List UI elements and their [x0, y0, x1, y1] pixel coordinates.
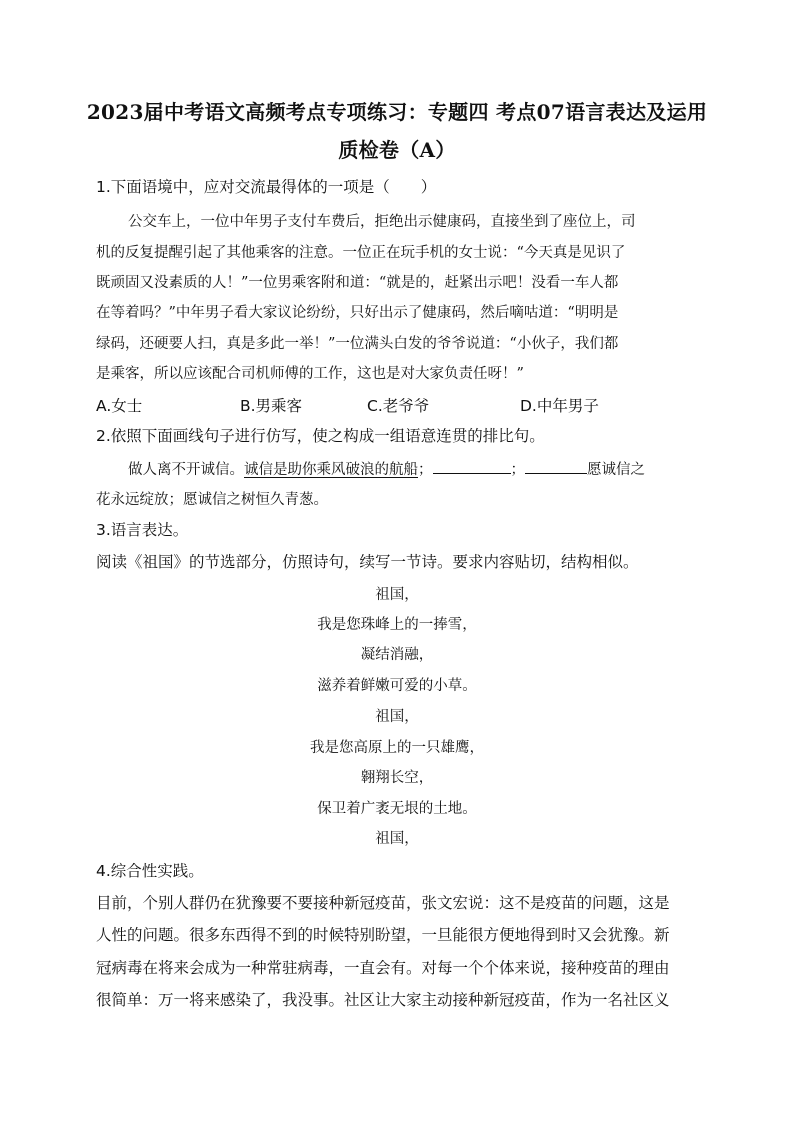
- q1-passage-line: 是乘客，所以应该配合司机师傅的工作，这也是对大家负责任呀！”: [96, 366, 524, 382]
- q4-text-line: 人性的问题。很多东西得不到的时候特别盼望，一旦能很方便地得到时又会犹豫。新: [96, 926, 670, 944]
- q4-text-line: 冠病毒在将来会成为一种常驻病毒，一直会有。对每一个个体来说，接种疫苗的理由: [96, 959, 670, 977]
- q1-passage-line: 公交车上，一位中年男子支付车费后，拒绝出示健康码，直接坐到了座位上，司: [128, 214, 636, 230]
- q2-sep2: ；: [510, 462, 525, 478]
- poem-line: 我是您高原上的一只雄鹰，: [310, 740, 484, 756]
- poem-line: 滋养着鲜嫩可爱的小草。: [317, 678, 477, 694]
- q4-text-line: 目前，个别人群仍在犹豫要不要接种新冠疫苗，张文宏说：这不是疫苗的问题，这是: [96, 894, 670, 912]
- q1-option-c: C.老爷爷: [367, 397, 430, 415]
- q2-underlined-sentence: 诚信是助你乘风破浪的航船: [244, 462, 418, 478]
- q3-instruction: 阅读《祖国》的节选部分，仿照诗句，续写一节诗。要求内容贴切，结构相似。: [96, 553, 639, 571]
- q1-option-a: A.女士: [96, 397, 143, 415]
- q1-passage-line: 机的反复提醒引起了其他乘客的注意。一位正在玩手机的女士说：“今天真是见识了: [96, 245, 626, 261]
- q2-line2: 花永远绽放；愿诚信之树恒久青葱。: [96, 492, 328, 508]
- q1-passage-line: 既顽固又没素质的人！”一位男乘客附和道：“就是的，赶紧出示吧！没看一车人都: [96, 275, 619, 291]
- poem-line: 凝结消融，: [360, 647, 434, 663]
- q2-stem: 2.依照下面画线句子进行仿写，使之构成一组语意连贯的排比句。: [96, 427, 545, 445]
- poem-line: 我是您珠峰上的一捧雪，: [317, 617, 477, 633]
- poem-line: 祖国，: [375, 831, 419, 847]
- q1-passage-line: 在等着吗？”中年男子看大家议论纷纷，只好出示了健康码，然后嘀咕道：“明明是: [96, 305, 619, 321]
- q4-text-line: 很简单：万一将来感染了，我没事。社区让大家主动接种新冠疫苗，作为一名社区义: [96, 991, 670, 1009]
- q1-option-d: D.中年男子: [520, 397, 599, 415]
- q2-line1-lead: 做人离不开诚信。: [128, 462, 244, 478]
- q1-passage-line: 绿码，还硬要人扫，真是多此一举！”一位满头白发的爷爷说道：“小伙子，我们都: [96, 336, 619, 352]
- poem-line: 翱翔长空，: [360, 770, 434, 786]
- q2-sep1: ；: [418, 462, 433, 478]
- q2-line1: [128, 458, 645, 479]
- poem-line: 祖国，: [375, 587, 419, 603]
- document-title-line2: 质检卷（A）: [338, 138, 456, 162]
- q3-stem: 3.语言表达。: [96, 521, 189, 539]
- q1-option-b: B.男乘客: [240, 397, 303, 415]
- q2-line1-tail: 愿诚信之: [587, 462, 645, 478]
- q2-answer-blank-1[interactable]: [433, 459, 511, 474]
- q2-answer-blank-2[interactable]: [525, 459, 587, 474]
- poem-line: 祖国，: [375, 709, 419, 725]
- q4-stem: 4.综合性实践。: [96, 862, 204, 880]
- q1-stem: 1.下面语境中，应对交流最得体的一项是（ ）: [96, 178, 437, 196]
- poem-line: 保卫着广袤无垠的土地。: [317, 801, 477, 817]
- document-title-line1: 2023届中考语文高频考点专项练习：专题四 考点07语言表达及运用: [86, 100, 708, 124]
